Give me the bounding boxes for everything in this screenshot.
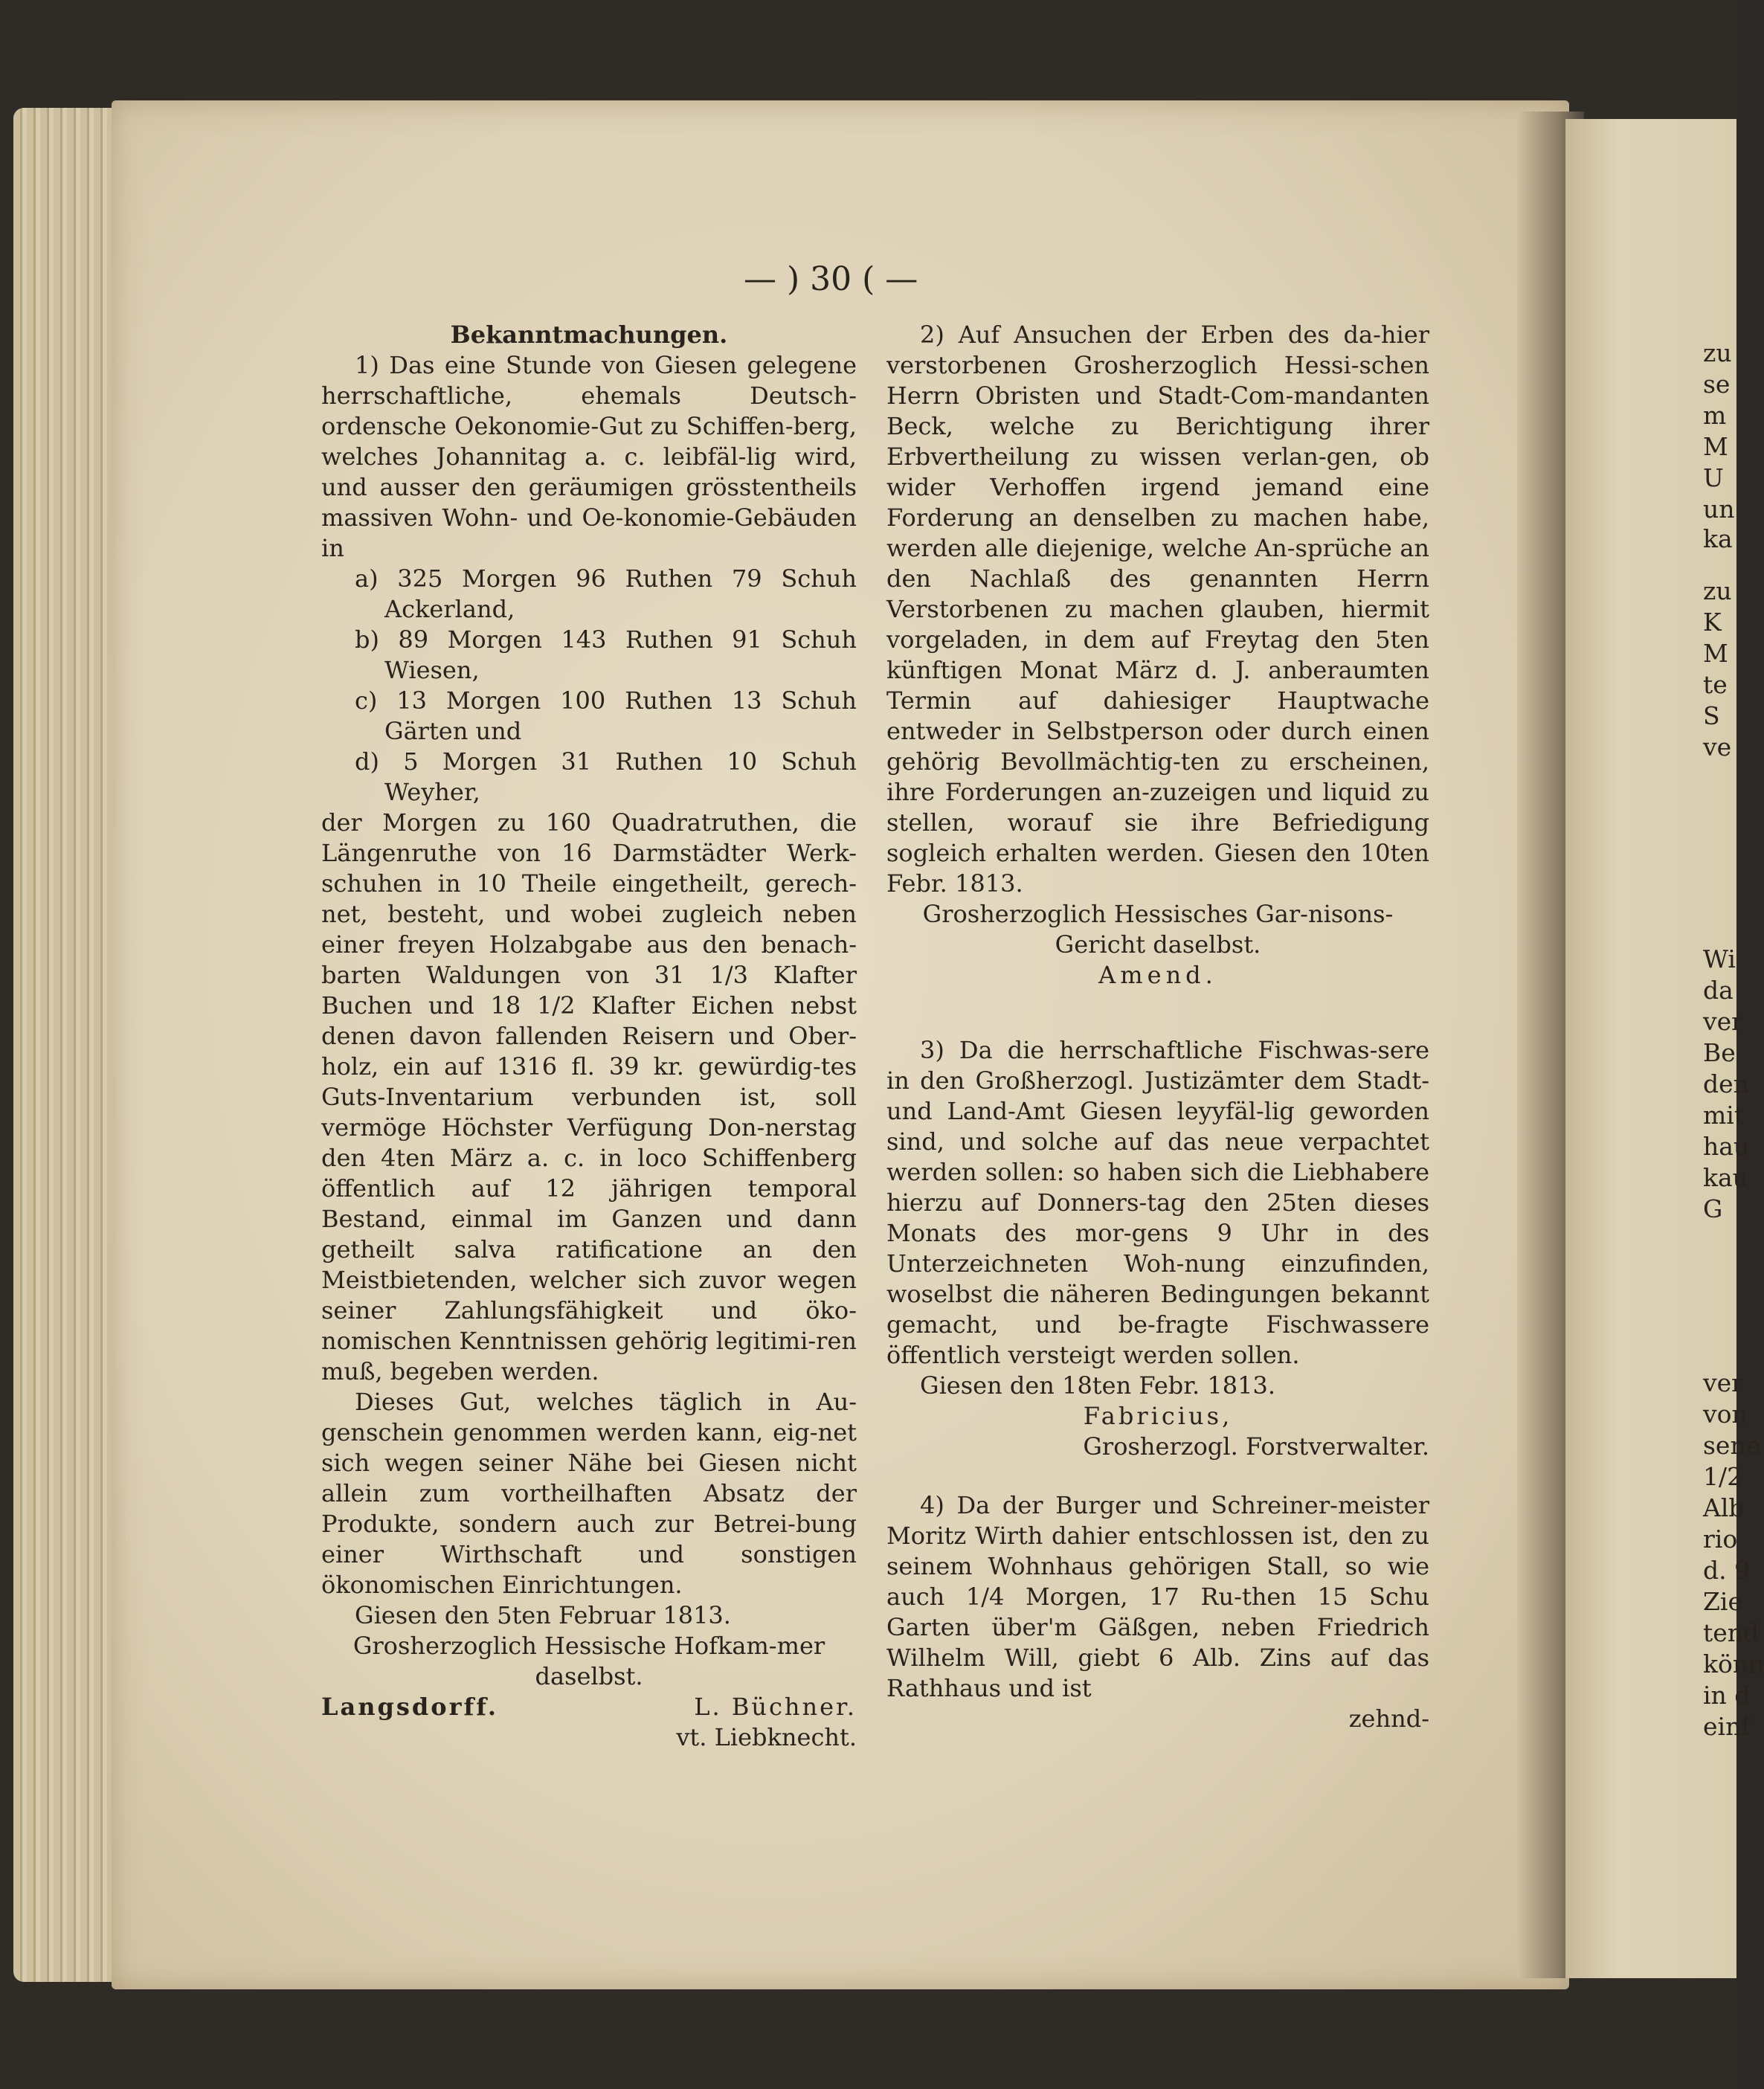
facing-page-fragment: hau [1703,1132,1750,1161]
notice-1-office: Grosherzoglich Hessische Hofkam-mer daselbst. [353,1632,825,1690]
notice-1-body-2: Dieses Gut, welches täglich in Au-genschein genommen werden kann, eig-net sich wegen seiner Nähe bei Giesen nicht allein zum vortheilhaften Absatz der Produkte, sondern auch zur Betrei-bung einer Wirthschaft und sonstigen ökonomischen Einrichtungen. [321,1388,857,1599]
facing-page-fragment: von [1703,1400,1748,1429]
signature-liebknecht: vt. Liebknecht. [676,1723,857,1751]
notice-3-title: Grosherzogl. Forstverwalter. [1083,1432,1429,1461]
facing-page-fragment: zu [1703,576,1732,605]
facing-page-fragment: zu [1703,338,1732,367]
facing-page-fragment: ka [1703,524,1733,553]
notice-2-signature: Amend. [1098,961,1217,989]
facing-page-fragment: se [1703,370,1731,399]
notice-1-date: Giesen den 5ten Februar 1813. [355,1601,731,1629]
left-column [321,320,857,1753]
spacer [886,1462,1429,1490]
facing-page-fragment: Zie [1703,1587,1743,1616]
facing-page-fragment: Be [1703,1038,1736,1067]
facing-page-fragment: da [1703,976,1734,1005]
facing-page-fragment: M [1703,639,1728,668]
right-column [886,320,1429,1734]
facing-page-fragment: Wi [1703,944,1736,973]
land-item-a: a) 325 Morgen 96 Ruthen 79 Schuh Ackerland, [355,564,857,623]
facing-page-fragment: G [1703,1194,1723,1223]
section-heading: Bekanntmachungen. [450,321,728,349]
facing-page-fragment: M [1703,432,1728,461]
facing-page-fragment: ver [1703,1007,1743,1036]
facing-page-fragment: te [1703,670,1728,699]
facing-page-fragment: d. 9 [1703,1556,1751,1585]
notice-2-office: Grosherzoglich Hessisches Gar-nisons-Gericht daselbst. [922,900,1394,959]
facing-page-fragment: S [1703,701,1720,730]
notice-3: 3) Da die herrschaftliche Fischwas-sere in den Großherzogl. Justizämter dem Stadt- und Land-Amt Giesen leyyfäl-lig geworden sind, und solche auf das neue verpachtet werden sollen: so haben sich die Liebhabere hierzu auf Donners-tag den 25ten dieses Monats des mor-gens 9 Uhr in des Unterzeichneten Woh-nung einzufinden, woselbst die näheren Bedingungen bekannt gemacht, und be-fragte Fischwassere öffentlich versteigt werden sollen. [886,1036,1429,1369]
notice-1-intro: 1) Das eine Stunde von Giesen gelegene herrschaftliche, ehemals Deutsch-ordensche Oekonomie-Gut zu Schiffen-berg, welches Johannitag a. c. leibfäl-lig wird, und ausser den geräumigen grösstentheils massiven Wohn- und Oe-konomie-Gebäuden in [321,351,857,562]
facing-page-fragment: ve [1703,733,1732,762]
notice-1-body: der Morgen zu 160 Quadratruthen, die Längenruthe von 16 Darmstädter Werk-schuhen in 10 Theile eingetheilt, gerech-net, besteht, und wobei zugleich neben einer freyen Holzabgabe aus den benach-barten Waldungen von 31 1/3 Klafter Buchen und 18 1/2 Klafter Eichen nebst denen davon fallenden Reisern und Ober-holz, ein auf 1316 fl. 39 kr. gewürdig-tes Guts-Inventarium verbunden ist, soll vermöge Höchster Verfügung Don-nerstag den 4ten März a. c. in loco Schiffenberg öffentlich auf 12 jährigen temporal Bestand, einmal im Ganzen und dann getheilt salva ratificatione an den Meistbietenden, welcher sich zuvor wegen seiner Zahlungsfähigkeit und öko-nomischen Kenntnissen gehörig legitimi-ren muß, begeben werden. [321,808,857,1385]
facing-page-fragment: Alb [1703,1493,1745,1522]
catchword: zehnd- [1348,1705,1429,1733]
facing-page-fragment: m [1703,401,1727,430]
land-item-d: d) 5 Morgen 31 Ruthen 10 Schuh Weyher, [355,747,857,806]
page-number: — ) 30 ( — [744,260,918,298]
facing-page-fragment: kau [1703,1163,1748,1192]
notice-4: 4) Da der Burger und Schreiner-meister Moritz Wirth dahier entschlossen ist, den zu seinem Wohnhaus gehörigen Stall, so wie auch 1/4 Morgen, 17 Ru-then 15 Schu Garten über'm Gäßgen, neben Friedrich Wilhelm Will, giebt 6 Alb. Zins auf das Rathhaus und ist [886,1491,1429,1702]
notice-1-signatures [321,1692,857,1722]
signature-buechner: L. Büchner. [694,1693,857,1721]
facing-page-fragment: 1/2 [1703,1462,1743,1491]
signature-langsdorff: Langsdorff. [321,1693,498,1721]
land-item-c: c) 13 Morgen 100 Ruthen 13 Schuh Gärten und [355,686,857,745]
facing-page-fragment: U [1703,463,1724,492]
facing-page-fragment: rio [1703,1525,1738,1554]
facing-page-fragment: mit [1703,1101,1745,1130]
notice-2: 2) Auf Ansuchen der Erben des da-hier verstorbenen Grosherzoglich Hessi-schen Herrn Obristen und Stadt-Com-mandanten Beck, welche zu Berichtigung ihrer Erbvertheilung zu wissen verlan-gen, ob wider Verhoffen irgend jemand eine Forderung an denselben zu machen habe, werden alle diejenige, welche An-sprüche an den Nachlaß des genannten Herrn Verstorbenen zu machen glauben, hiermit vorgeladen, in dem auf Freytag den 5ten künftigen Monat März d. J. anberaumten Termin auf dahiesiger Hauptwache entweder in Selbstperson oder durch einen gehörig Bevollmächtig-ten zu erscheinen, ihre Forderungen an-zuzeigen und liquid zu stellen, worauf sie ihre Befriedigung sogleich erhalten werden. Giesen den 10ten Febr. 1813. [886,321,1429,898]
facing-page-fragment: den [1703,1069,1749,1098]
spacer [886,991,1429,1035]
facing-page-fragment: un [1703,495,1735,524]
land-item-b: b) 89 Morgen 143 Ruthen 91 Schuh Wiesen, [355,625,857,684]
facing-page-fragment: in d [1703,1681,1751,1710]
facing-page-fragment: sene [1703,1431,1761,1460]
facing-page-fragment: K [1703,608,1722,637]
notice-3-signature: Fabricius, [1083,1402,1233,1430]
facing-page-fragment: einf [1703,1712,1751,1741]
notice-3-date: Giesen den 18ten Febr. 1813. [920,1371,1275,1400]
facing-page-fragment: tend [1703,1618,1760,1647]
facing-page-fragment: ver [1703,1368,1743,1397]
facing-page-fragment: könn [1703,1649,1764,1678]
